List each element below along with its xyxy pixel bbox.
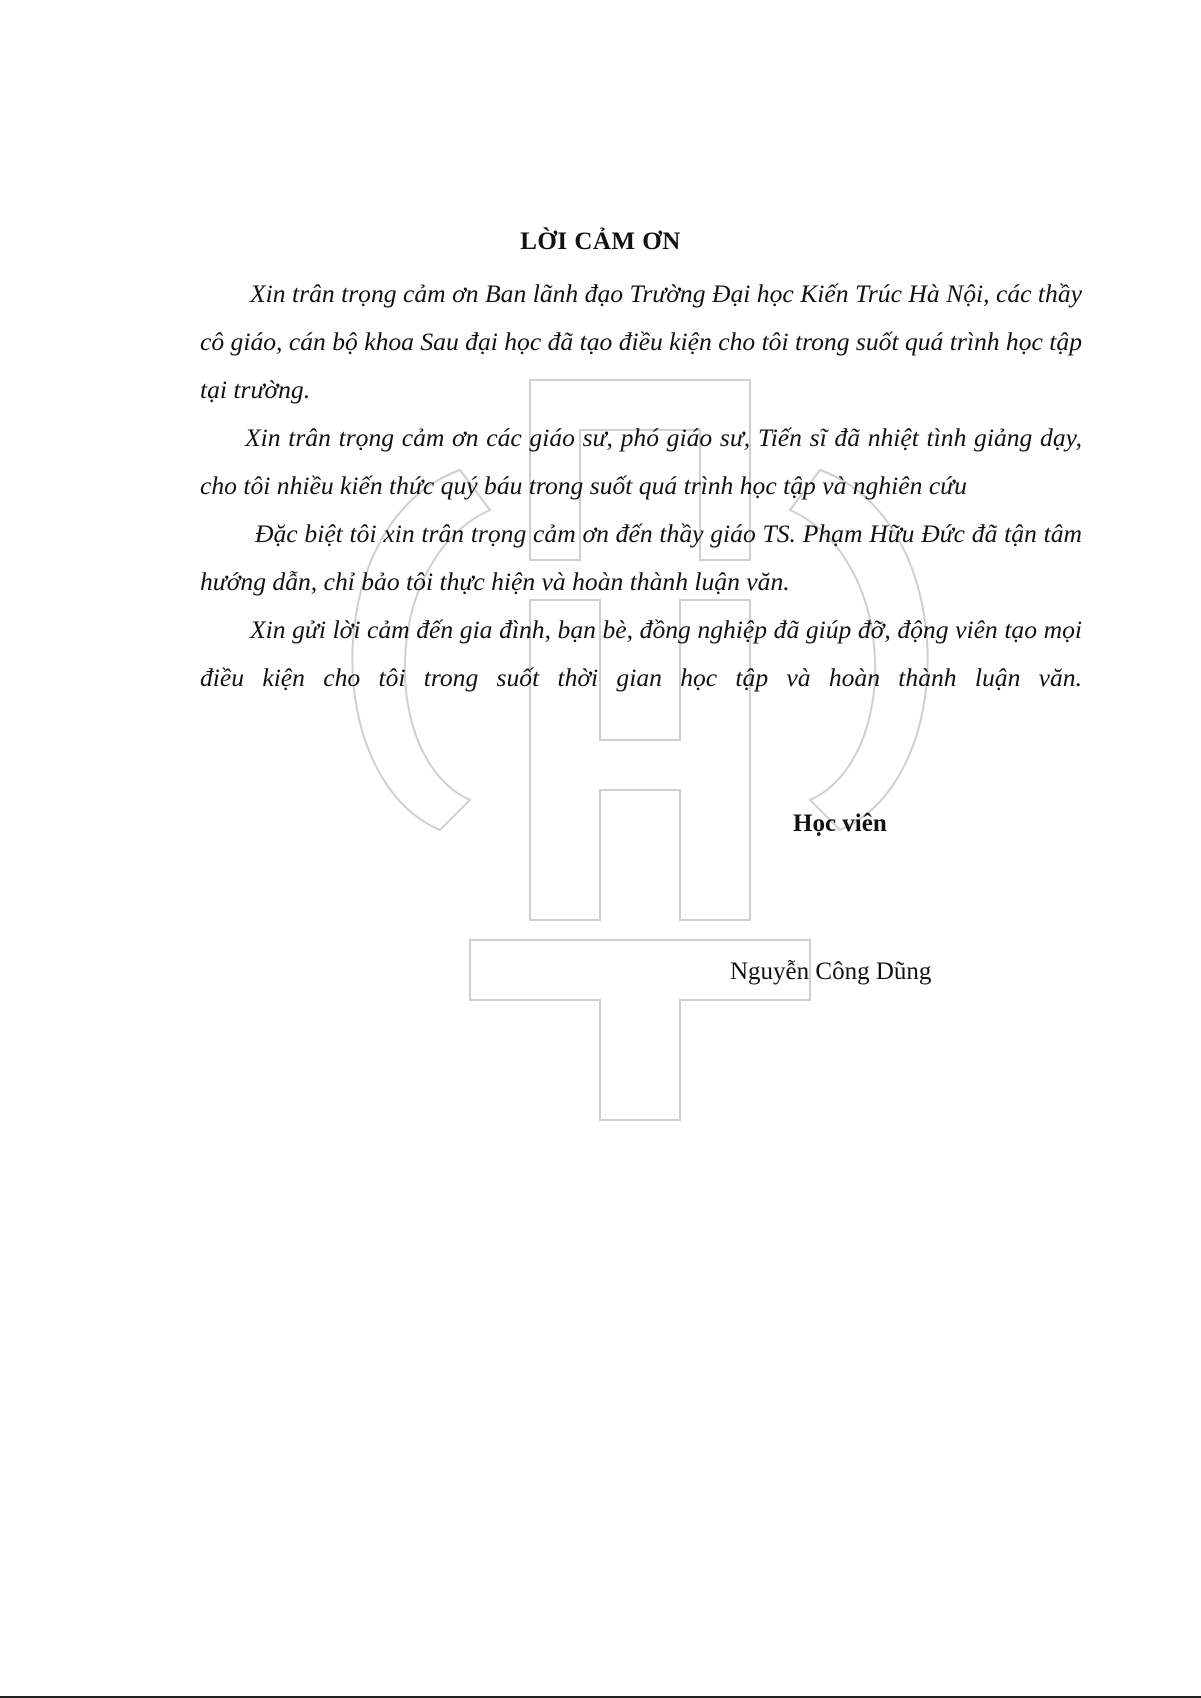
- signature-name: Nguyễn Công Dũng: [730, 958, 932, 985]
- paragraph-4: Xin gửi lời cảm đến gia đình, bạn bè, đồng nghiệp đã giúp đỡ, động viên tạo mọi điều kiện cho tôi trong suốt thời gian học tập và hoàn thành luận văn.: [200, 615, 1082, 692]
- paragraph-1: Xin trân trọng cảm ơn Ban lãnh đạo Trường Đại học Kiến Trúc Hà Nội, các thầy cô giáo, cán bộ khoa Sau đại học đã tạo điều kiện cho tôi trong suốt quá trình học tập tại trường.: [200, 279, 1082, 404]
- signature-role: Học viên: [793, 810, 887, 837]
- paragraph-2: Xin trân trọng cảm ơn các giáo sư, phó giáo sư, Tiến sĩ đã nhiệt tình giảng dạy, cho tôi nhiều kiến thức quý báu trong suốt quá trình học tập và nghiên cứu: [200, 423, 1082, 500]
- paragraph-3: Đặc biệt tôi xin trân trọng cảm ơn đến thầy giáo TS. Phạm Hữu Đức đã tận tâm hướng dẫn, chỉ bảo tôi thực hiện và hoàn thành luận văn.: [200, 519, 1082, 596]
- acknowledgement-body: [200, 270, 1082, 702]
- page-title: LỜI CẢM ƠN: [520, 228, 681, 255]
